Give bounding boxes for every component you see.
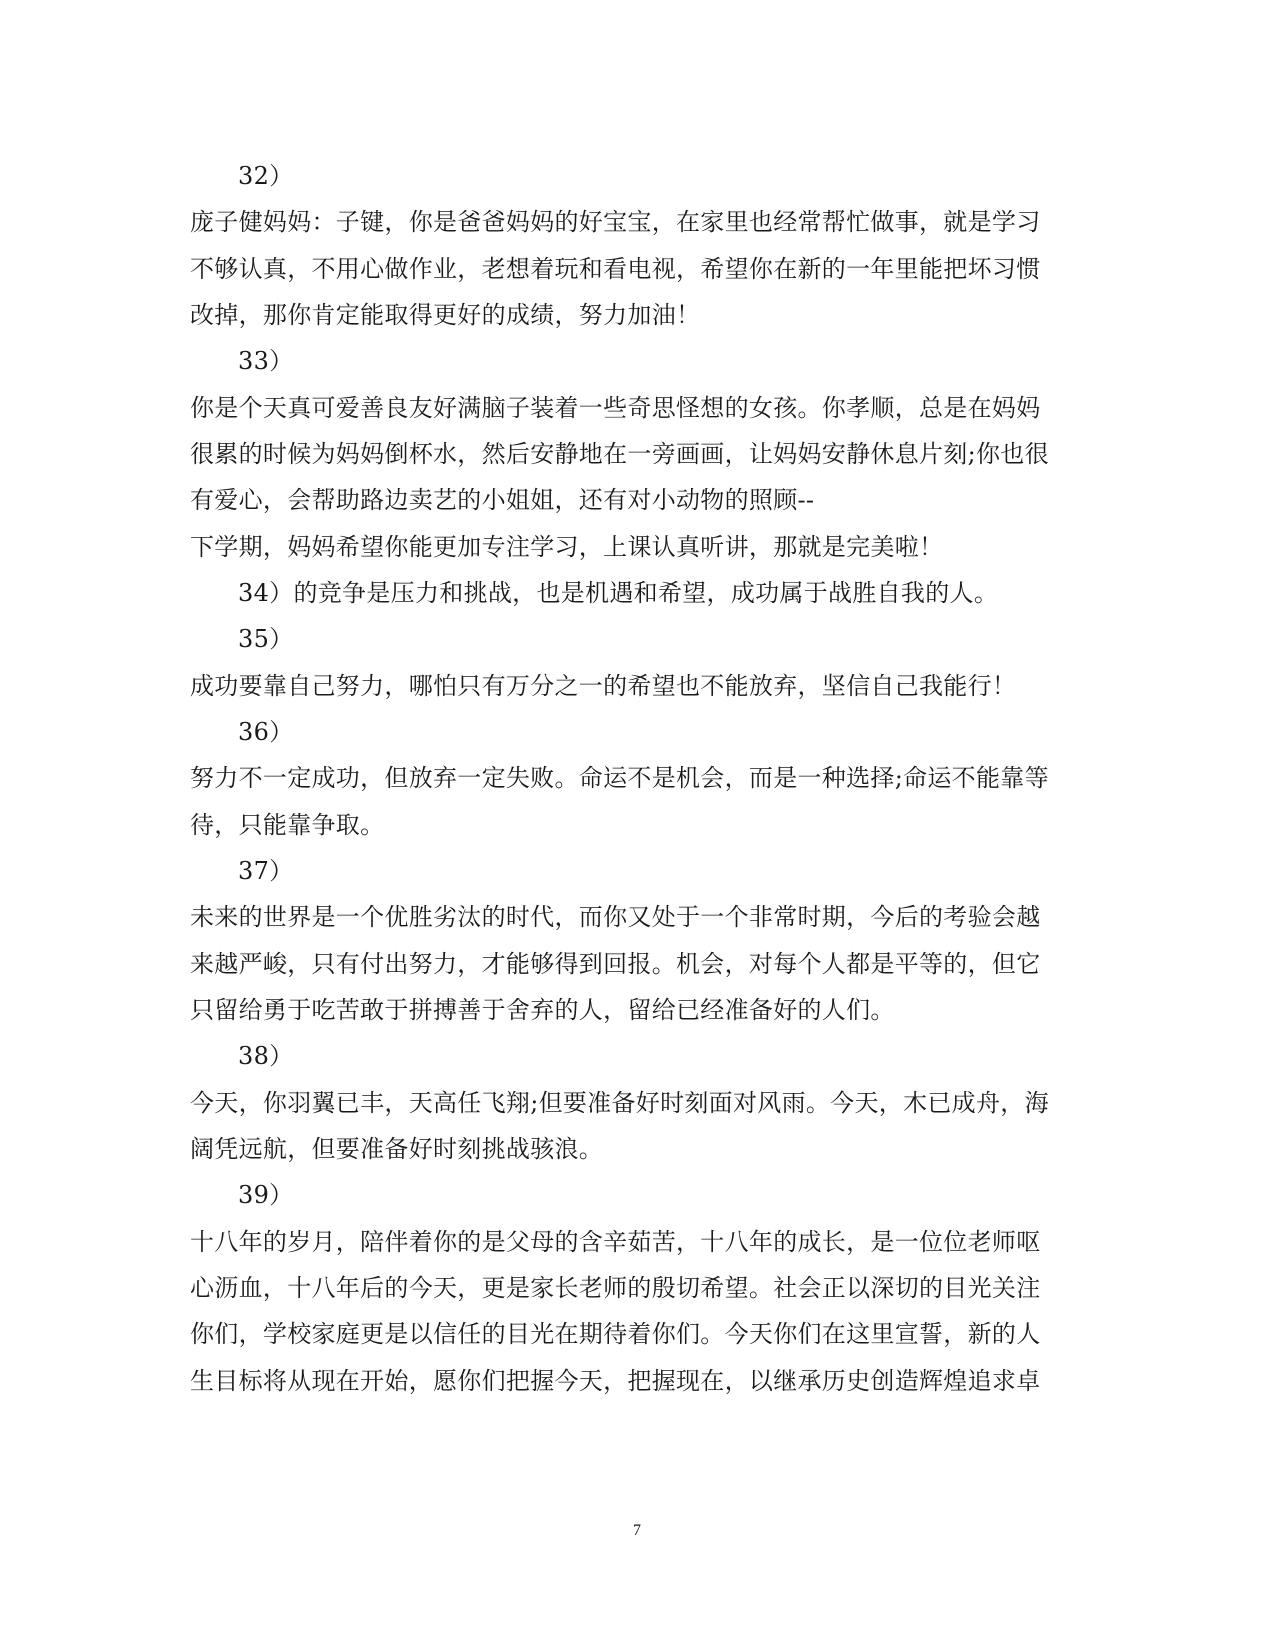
item-number: 36） xyxy=(238,718,294,746)
paragraph-line: 有爱心，会帮助路边卖艺的小姐姐，还有对小动物的照顾-- xyxy=(190,486,815,514)
paragraph-line: 改掉，那你肯定能取得更好的成绩，努力加油！ xyxy=(190,301,701,329)
paragraph-line: 今天，你羽翼已丰，天高任飞翔;但要准备好时刻面对风雨。今天，木已成舟，海 xyxy=(190,1089,1049,1117)
item-number: 37） xyxy=(238,857,294,885)
item-number: 39） xyxy=(238,1181,294,1209)
item-number: 38） xyxy=(238,1042,294,1070)
paragraph-line: 很累的时候为妈妈倒杯水，然后安静地在一旁画画，让妈妈安静休息片刻;你也很 xyxy=(190,440,1049,468)
paragraph-line: 十八年的岁月，陪伴着你的是父母的含辛茹苦，十八年的成长，是一位位老师呕 xyxy=(190,1228,1041,1256)
item-number: 33） xyxy=(238,347,294,375)
page-number: 7 xyxy=(633,1522,641,1539)
paragraph-line: 心沥血，十八年后的今天，更是家长老师的殷切希望。社会正以深切的目光关注 xyxy=(190,1274,1041,1302)
paragraph-line: 庞子健妈妈：子键，你是爸爸妈妈的好宝宝，在家里也经常帮忙做事，就是学习 xyxy=(190,208,1041,236)
paragraph-line: 下学期，妈妈希望你能更加专注学习，上课认真听讲，那就是完美啦！ xyxy=(190,533,944,561)
paragraph-line: 未来的世界是一个优胜劣汰的时代，而你又处于一个非常时期，今后的考验会越 xyxy=(190,903,1041,931)
paragraph-line: 阔凭远航，但要准备好时刻挑战骇浪。 xyxy=(190,1135,604,1163)
item-number: 35） xyxy=(238,625,294,653)
paragraph-line: 来越严峻，只有付出努力，才能够得到回报。机会，对每个人都是平等的，但它 xyxy=(190,950,1041,978)
paragraph-line: 成功要靠自己努力，哪怕只有万分之一的希望也不能放弃，坚信自己我能行！ xyxy=(190,672,1017,700)
paragraph-line: 你们，学校家庭更是以信任的目光在期待着你们。今天你们在这里宣誓，新的人 xyxy=(190,1320,1041,1348)
paragraph-line: 待，只能靠争取。 xyxy=(190,811,385,839)
paragraph-line: 不够认真，不用心做作业，老想着玩和看电视，希望你在新的一年里能把坏习惯 xyxy=(190,255,1041,283)
paragraph-line: 只留给勇于吃苦敢于拼搏善于舍弃的人，留给已经准备好的人们。 xyxy=(190,996,895,1024)
paragraph-line: 努力不一定成功，但放弃一定失败。命运不是机会，而是一种选择;命运不能靠等 xyxy=(190,764,1049,792)
paragraph-line: 生目标将从现在开始，愿你们把握今天，把握现在，以继承历史创造辉煌追求卓 xyxy=(190,1367,1041,1395)
paragraph-line: 你是个天真可爱善良友好满脑子装着一些奇思怪想的女孩。你孝顺，总是在妈妈 xyxy=(190,394,1041,422)
item-number: 32） xyxy=(238,162,294,190)
item-number-with-text: 34）的竞争是压力和挑战，也是机遇和希望，成功属于战胜自我的人。 xyxy=(238,579,999,607)
